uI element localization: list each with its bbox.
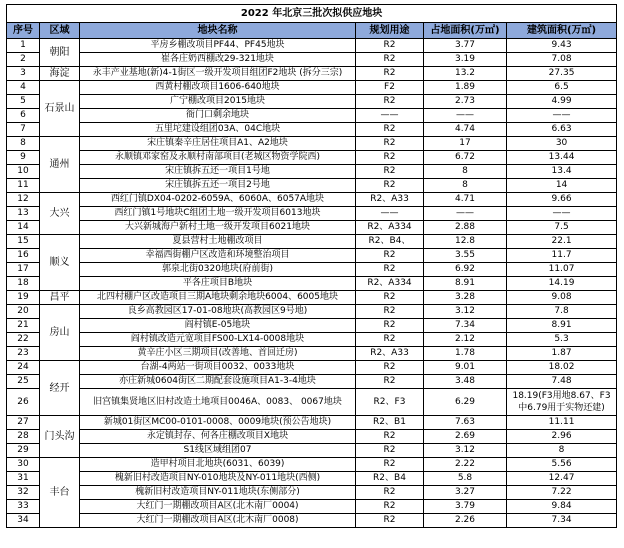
cell-planned-use[interactable]: R2、A334 <box>356 277 424 291</box>
cell-land-area[interactable]: 3.77 <box>424 39 507 53</box>
cell-land-area[interactable]: 3.12 <box>424 305 507 319</box>
cell-plot-name[interactable]: 幸福西街棚户区改造和环境整治项目 <box>80 249 356 263</box>
table-row <box>7 221 617 235</box>
cell-building-area[interactable]: 9.84 <box>507 500 617 514</box>
cell-no[interactable]: 27 <box>7 416 40 430</box>
cell-plot-name[interactable]: 夏县营村土地棚改项目 <box>80 235 356 249</box>
cell-planned-use[interactable]: R2 <box>356 53 424 67</box>
cell-building-area[interactable]: 2.96 <box>507 430 617 444</box>
cell-district[interactable]: 海淀 <box>40 67 80 81</box>
cell-planned-use[interactable]: R2 <box>356 333 424 347</box>
cell-district[interactable]: 经开 <box>40 361 80 416</box>
table-row <box>7 319 617 333</box>
cell-no[interactable]: 22 <box>7 333 40 347</box>
cell-building-area[interactable]: 8.91 <box>507 319 617 333</box>
cell-building-area[interactable]: 8 <box>507 444 617 458</box>
cell-district[interactable]: 房山 <box>40 305 80 361</box>
header-plot-name[interactable]: 地块名称 <box>80 23 356 39</box>
cell-building-area[interactable]: —— <box>507 207 617 221</box>
cell-plot-name[interactable]: 衙门口剩余地块 <box>80 109 356 123</box>
cell-building-area[interactable]: 5.3 <box>507 333 617 347</box>
cell-building-area[interactable]: 7.5 <box>507 221 617 235</box>
spreadsheet <box>6 4 616 528</box>
cell-building-area[interactable]: 12.47 <box>507 472 617 486</box>
cell-building-area[interactable]: 27.35 <box>507 67 617 81</box>
cell-land-area[interactable]: 17 <box>424 137 507 151</box>
cell-planned-use[interactable]: R2 <box>356 165 424 179</box>
cell-district[interactable]: 昌平 <box>40 291 80 305</box>
cell-no[interactable]: 2 <box>7 53 40 67</box>
cell-no[interactable]: 32 <box>7 486 40 500</box>
table-row <box>7 291 617 305</box>
table-row <box>7 361 617 375</box>
cell-no[interactable]: 30 <box>7 458 40 472</box>
cell-planned-use[interactable]: R2 <box>356 249 424 263</box>
table-row <box>7 235 617 249</box>
cell-no[interactable]: 28 <box>7 430 40 444</box>
cell-plot-name[interactable]: 北四村棚户区改造项目三期A地块剩余地块6004、6005地块 <box>80 291 356 305</box>
cell-no[interactable]: 24 <box>7 361 40 375</box>
cell-land-area[interactable]: 3.12 <box>424 444 507 458</box>
cell-no[interactable]: 33 <box>7 500 40 514</box>
cell-planned-use[interactable]: R2、A334 <box>356 221 424 235</box>
cell-plot-name[interactable]: 西红门镇DX04-0202-6059A、6060A、6057A地块 <box>80 193 356 207</box>
cell-plot-name[interactable]: 西黄村棚改项目1606-640地块 <box>80 81 356 95</box>
cell-plot-name[interactable]: 新城01街区MC00-0101-0008、0009地块(预公告地块) <box>80 416 356 430</box>
cell-building-area[interactable]: 7.48 <box>507 375 617 389</box>
cell-land-area[interactable]: 5.8 <box>424 472 507 486</box>
cell-plot-name[interactable]: 大红门一期棚改项目A区(北木南厂0004) <box>80 500 356 514</box>
cell-planned-use[interactable]: R2 <box>356 151 424 165</box>
cell-land-area[interactable]: 4.71 <box>424 193 507 207</box>
cell-building-area[interactable]: 9.43 <box>507 39 617 53</box>
cell-planned-use[interactable]: R2 <box>356 67 424 81</box>
cell-building-area[interactable]: 18.02 <box>507 361 617 375</box>
cell-land-area[interactable]: 2.73 <box>424 95 507 109</box>
cell-plot-name[interactable]: S1线区域组团07 <box>80 444 356 458</box>
cell-planned-use[interactable]: R2、B1 <box>356 416 424 430</box>
cell-plot-name[interactable]: 槐新旧村改造项目NY-010地块及NY-011地块(西侧) <box>80 472 356 486</box>
cell-no[interactable]: 13 <box>7 207 40 221</box>
cell-land-area[interactable]: 1.78 <box>424 347 507 361</box>
cell-no[interactable]: 17 <box>7 263 40 277</box>
cell-building-area[interactable]: 4.99 <box>507 95 617 109</box>
cell-planned-use[interactable]: R2、F3 <box>356 389 424 416</box>
cell-building-area[interactable]: 13.44 <box>507 151 617 165</box>
cell-plot-name[interactable]: 平各庄项目B地块 <box>80 277 356 291</box>
cell-land-area[interactable]: 2.69 <box>424 430 507 444</box>
cell-planned-use[interactable]: F2 <box>356 81 424 95</box>
cell-land-area[interactable]: 1.89 <box>424 81 507 95</box>
cell-district[interactable]: 朝阳 <box>40 39 80 67</box>
cell-plot-name[interactable]: 永定镇封存、何各庄棚改项目X地块 <box>80 430 356 444</box>
table-row <box>7 109 617 123</box>
cell-land-area[interactable]: 2.22 <box>424 458 507 472</box>
cell-no[interactable]: 16 <box>7 249 40 263</box>
header-land-area[interactable]: 占地面积(万㎡) <box>424 23 507 39</box>
table-row <box>7 123 617 137</box>
table-row <box>7 165 617 179</box>
cell-plot-name[interactable]: 大红门一期棚改项目A区(北木南厂0008) <box>80 514 356 528</box>
table-row <box>7 458 617 472</box>
cell-plot-name[interactable]: 亦庄新城0604街区二期配套设施项目A1-3-4地块 <box>80 375 356 389</box>
cell-plot-name[interactable]: 黄辛庄小区三期项目(改善地、首回迁房) <box>80 347 356 361</box>
cell-land-area[interactable]: 3.19 <box>424 53 507 67</box>
cell-plot-name[interactable]: 平房乡棚改项目PF44、PF45地块 <box>80 39 356 53</box>
cell-planned-use[interactable]: R2 <box>356 305 424 319</box>
cell-planned-use[interactable]: R2 <box>356 486 424 500</box>
cell-district[interactable]: 石景山 <box>40 81 80 137</box>
cell-plot-name[interactable]: 郭泉北街0320地块(府前街) <box>80 263 356 277</box>
cell-building-area[interactable]: 9.08 <box>507 291 617 305</box>
cell-building-area[interactable]: 11.07 <box>507 263 617 277</box>
cell-no[interactable]: 11 <box>7 179 40 193</box>
table-row <box>7 193 617 207</box>
cell-plot-name[interactable]: 永顺镇邓家窑及永顺村南部项目(老城区物资学院西) <box>80 151 356 165</box>
header-planned-use[interactable]: 规划用途 <box>356 23 424 39</box>
cell-building-area[interactable]: 22.1 <box>507 235 617 249</box>
table-row <box>7 39 617 53</box>
cell-land-area[interactable]: 7.63 <box>424 416 507 430</box>
cell-plot-name[interactable]: 宋庄镇拆五还一项目2号地 <box>80 179 356 193</box>
table-row <box>7 500 617 514</box>
cell-district[interactable]: 大兴 <box>40 193 80 235</box>
cell-no[interactable]: 34 <box>7 514 40 528</box>
table-row <box>7 67 617 81</box>
cell-land-area[interactable]: 8.91 <box>424 277 507 291</box>
table-row <box>7 207 617 221</box>
cell-plot-name[interactable]: 良乡高教园区17-01-08地块(高教园区9号地) <box>80 305 356 319</box>
cell-building-area[interactable]: 6.63 <box>507 123 617 137</box>
cell-planned-use[interactable]: R2、B4 <box>356 472 424 486</box>
cell-district[interactable]: 通州 <box>40 137 80 193</box>
cell-planned-use[interactable]: R2 <box>356 179 424 193</box>
cell-no[interactable]: 10 <box>7 165 40 179</box>
cell-land-area[interactable]: 2.26 <box>424 514 507 528</box>
table-row <box>7 151 617 165</box>
table-row <box>7 472 617 486</box>
land-supply-table <box>6 4 617 528</box>
table-row <box>7 333 617 347</box>
cell-no[interactable]: 19 <box>7 291 40 305</box>
table-row <box>7 263 617 277</box>
table-row <box>7 514 617 528</box>
table-row <box>7 430 617 444</box>
cell-land-area[interactable]: 12.8 <box>424 235 507 249</box>
table-row <box>7 305 617 319</box>
cell-no[interactable]: 21 <box>7 319 40 333</box>
cell-planned-use[interactable]: R2 <box>356 458 424 472</box>
cell-planned-use[interactable]: R2 <box>356 514 424 528</box>
cell-planned-use[interactable]: R2 <box>356 430 424 444</box>
cell-building-area[interactable]: —— <box>507 109 617 123</box>
cell-planned-use[interactable]: R2 <box>356 444 424 458</box>
cell-plot-name[interactable]: 台湖-4两站一街项目0032、0033地块 <box>80 361 356 375</box>
cell-land-area[interactable]: 6.29 <box>424 389 507 416</box>
table-row <box>7 375 617 389</box>
cell-no[interactable]: 25 <box>7 375 40 389</box>
cell-planned-use[interactable]: R2 <box>356 263 424 277</box>
cell-no[interactable]: 8 <box>7 137 40 151</box>
cell-land-area[interactable]: 6.92 <box>424 263 507 277</box>
cell-land-area[interactable]: 9.01 <box>424 361 507 375</box>
cell-no[interactable]: 14 <box>7 221 40 235</box>
cell-no[interactable]: 4 <box>7 81 40 95</box>
cell-plot-name[interactable]: 阎村镇改造元宽项目FS00-LX14-0008地块 <box>80 333 356 347</box>
cell-no[interactable]: 26 <box>7 389 40 416</box>
cell-building-area[interactable]: 7.22 <box>507 486 617 500</box>
cell-plot-name[interactable]: 槐新旧村改造项目NY-011地块(东侧部分) <box>80 486 356 500</box>
cell-land-area[interactable]: 7.34 <box>424 319 507 333</box>
cell-plot-name[interactable]: 广宁棚改项目2015地块 <box>80 95 356 109</box>
cell-planned-use[interactable]: R2、A33 <box>356 347 424 361</box>
cell-building-area[interactable]: 9.66 <box>507 193 617 207</box>
table-row <box>7 81 617 95</box>
table-row <box>7 444 617 458</box>
cell-no[interactable]: 6 <box>7 109 40 123</box>
cell-plot-name[interactable]: 崔各庄奶西棚改29-321地块 <box>80 53 356 67</box>
cell-no[interactable]: 5 <box>7 95 40 109</box>
cell-land-area[interactable]: 8 <box>424 179 507 193</box>
cell-district[interactable]: 门头沟 <box>40 416 80 458</box>
table-row <box>7 389 617 416</box>
cell-building-area[interactable]: 18.19(F3用地8.67、F3中6.79用于实物还建) <box>507 389 617 416</box>
cell-no[interactable]: 7 <box>7 123 40 137</box>
cell-land-area[interactable]: 3.79 <box>424 500 507 514</box>
table-row <box>7 53 617 67</box>
cell-no[interactable]: 9 <box>7 151 40 165</box>
cell-no[interactable]: 18 <box>7 277 40 291</box>
cell-planned-use[interactable]: R2 <box>356 375 424 389</box>
cell-no[interactable]: 31 <box>7 472 40 486</box>
cell-plot-name[interactable]: 宋庄镇秦辛庄居住项目A1、A2地块 <box>80 137 356 151</box>
cell-planned-use[interactable]: R2 <box>356 291 424 305</box>
cell-planned-use[interactable]: R2、A33 <box>356 193 424 207</box>
cell-building-area[interactable]: 30 <box>507 137 617 151</box>
cell-planned-use[interactable]: —— <box>356 207 424 221</box>
cell-building-area[interactable]: 11.11 <box>507 416 617 430</box>
cell-plot-name[interactable]: 宋庄镇拆五还一项目1号地 <box>80 165 356 179</box>
table-title[interactable]: 2022 年北京三批次拟供应地块 <box>7 5 617 23</box>
cell-building-area[interactable]: 7.34 <box>507 514 617 528</box>
cell-no[interactable]: 3 <box>7 67 40 81</box>
cell-plot-name[interactable]: 造甲村项目北地块(6031、6039) <box>80 458 356 472</box>
cell-land-area[interactable]: 2.88 <box>424 221 507 235</box>
cell-planned-use[interactable]: R2 <box>356 137 424 151</box>
header-building-area[interactable]: 建筑面积(万㎡) <box>507 23 617 39</box>
table-row <box>7 179 617 193</box>
cell-plot-name[interactable]: 五里坨建设组团03A、04C地块 <box>80 123 356 137</box>
table-row <box>7 347 617 361</box>
cell-building-area[interactable]: 7.8 <box>507 305 617 319</box>
cell-planned-use[interactable]: R2 <box>356 123 424 137</box>
cell-plot-name[interactable]: 西红门镇1号地块C组团土地一级开发项目6013地块 <box>80 207 356 221</box>
cell-building-area[interactable]: 13.4 <box>507 165 617 179</box>
cell-building-area[interactable]: 5.56 <box>507 458 617 472</box>
cell-building-area[interactable]: 6.5 <box>507 81 617 95</box>
table-row <box>7 486 617 500</box>
cell-land-area[interactable]: 6.72 <box>424 151 507 165</box>
cell-land-area[interactable]: —— <box>424 109 507 123</box>
cell-planned-use[interactable]: R2 <box>356 500 424 514</box>
cell-land-area[interactable]: 3.27 <box>424 486 507 500</box>
cell-building-area[interactable]: 1.87 <box>507 347 617 361</box>
cell-no[interactable]: 12 <box>7 193 40 207</box>
cell-no[interactable]: 15 <box>7 235 40 249</box>
header-district[interactable]: 区域 <box>40 23 80 39</box>
cell-land-area[interactable]: 3.55 <box>424 249 507 263</box>
table-body <box>7 39 617 528</box>
cell-building-area[interactable]: 14 <box>507 179 617 193</box>
table-row <box>7 277 617 291</box>
cell-land-area[interactable]: 8 <box>424 165 507 179</box>
table-row <box>7 95 617 109</box>
header-no[interactable]: 序号 <box>7 23 40 39</box>
cell-land-area[interactable]: 3.28 <box>424 291 507 305</box>
cell-planned-use[interactable]: —— <box>356 109 424 123</box>
table-row <box>7 249 617 263</box>
cell-building-area[interactable]: 14.19 <box>507 277 617 291</box>
cell-planned-use[interactable]: R2 <box>356 39 424 53</box>
table-row <box>7 137 617 151</box>
cell-planned-use[interactable]: R2 <box>356 95 424 109</box>
cell-land-area[interactable]: —— <box>424 207 507 221</box>
cell-building-area[interactable]: 7.08 <box>507 53 617 67</box>
cell-planned-use[interactable]: R2 <box>356 361 424 375</box>
cell-land-area[interactable]: 3.48 <box>424 375 507 389</box>
cell-building-area[interactable]: 11.7 <box>507 249 617 263</box>
cell-no[interactable]: 29 <box>7 444 40 458</box>
cell-district[interactable]: 丰台 <box>40 458 80 528</box>
cell-no[interactable]: 20 <box>7 305 40 319</box>
cell-plot-name[interactable]: 大兴新城海户新村土地一级开发项目6021地块 <box>80 221 356 235</box>
cell-district[interactable]: 顺义 <box>40 235 80 291</box>
cell-planned-use[interactable]: R2、B4、 <box>356 235 424 249</box>
cell-land-area[interactable]: 13.2 <box>424 67 507 81</box>
cell-land-area[interactable]: 2.12 <box>424 333 507 347</box>
cell-no[interactable]: 1 <box>7 39 40 53</box>
table-row <box>7 416 617 430</box>
cell-planned-use[interactable]: R2 <box>356 319 424 333</box>
cell-plot-name[interactable]: 阎村镇E-05地块 <box>80 319 356 333</box>
cell-no[interactable]: 23 <box>7 347 40 361</box>
cell-plot-name[interactable]: 旧宫镇集贤地区旧村改造土地项目0046A、0083、 0067地块 <box>80 389 356 416</box>
cell-plot-name[interactable]: 永丰产业基地(新)4-1街区一级开发项目组团F2地块 (拆分三宗) <box>80 67 356 81</box>
cell-land-area[interactable]: 4.74 <box>424 123 507 137</box>
